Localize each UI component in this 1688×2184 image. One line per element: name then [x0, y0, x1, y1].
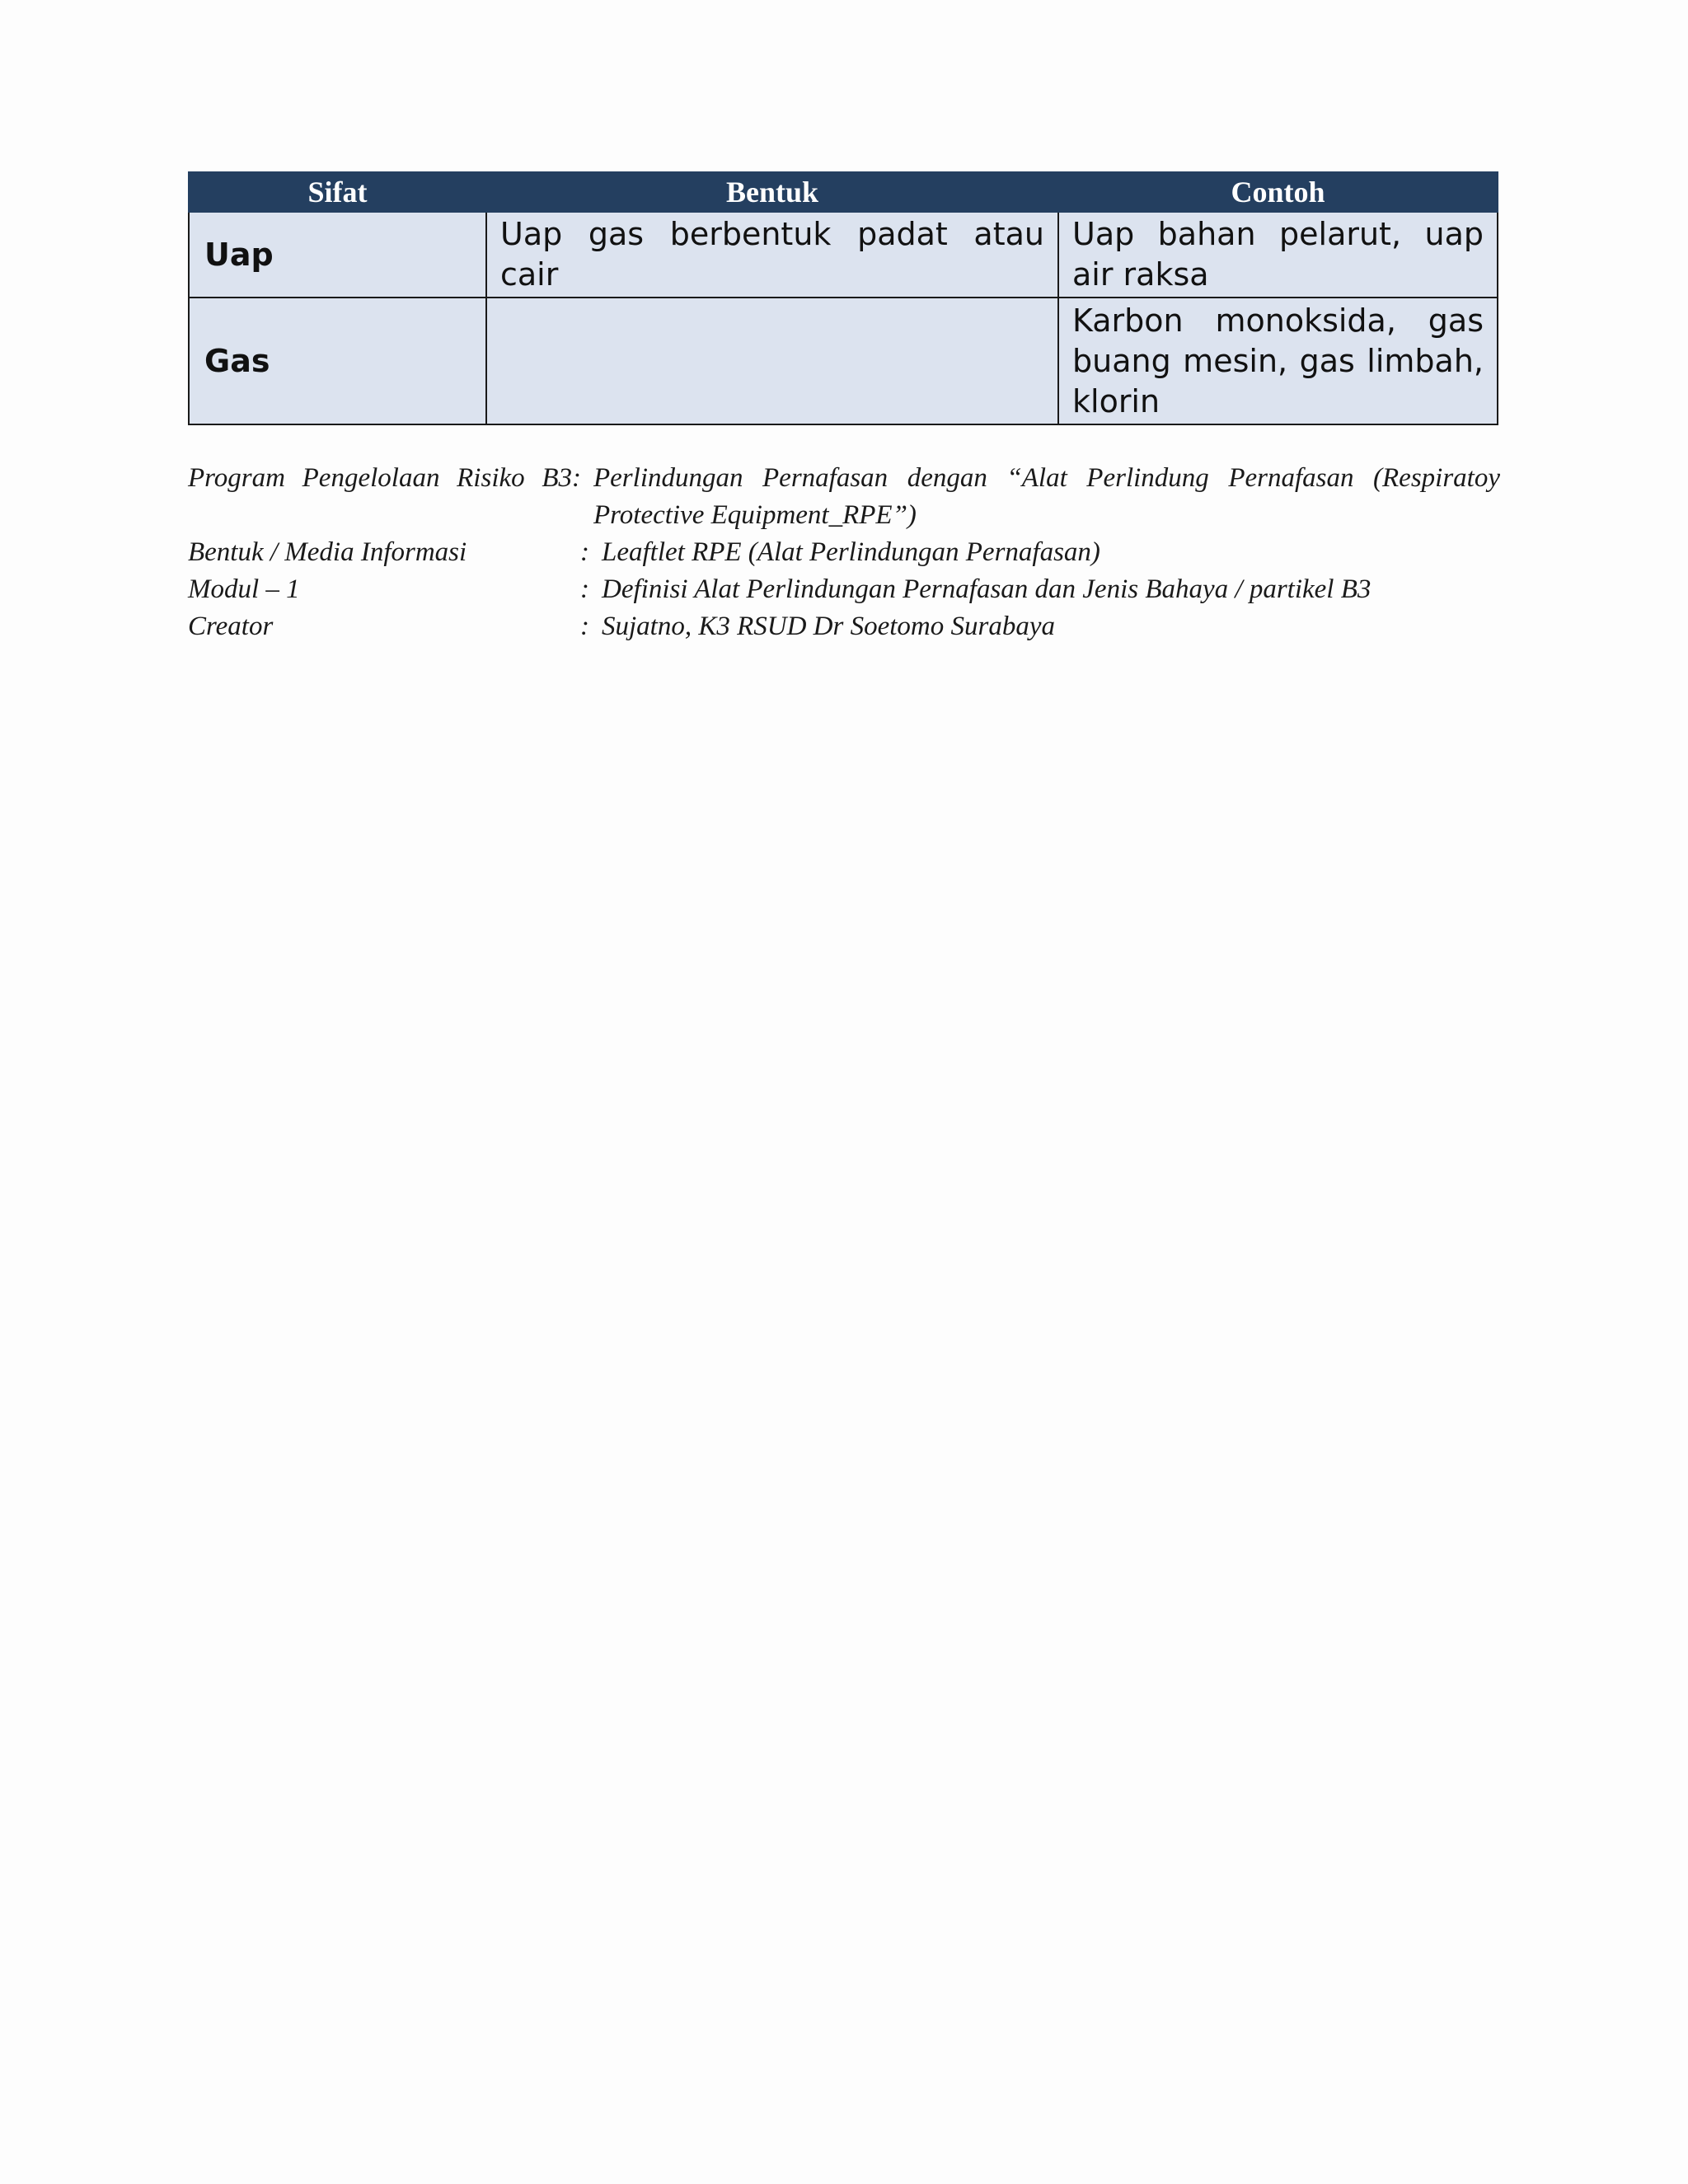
- cell-bentuk: [486, 298, 1058, 424]
- meta-program-row: [188, 460, 1500, 534]
- meta-modul-label: Modul – 1: [188, 574, 300, 604]
- cell-contoh: Karbon monoksida, gas buang mesin, gas limbah, klorin: [1058, 298, 1498, 424]
- header-contoh: Contoh: [1058, 172, 1498, 212]
- meta-creator-value: Sujatno, K3 RSUD Dr Soetomo Surabaya: [602, 612, 1055, 641]
- table-header-row: [189, 172, 1498, 212]
- meta-modul-value: Definisi Alat Perlindungan Pernafasan dan Jenis Bahaya / partikel B3: [602, 574, 1372, 604]
- cell-bentuk: Uap gas berbentuk padat atau cair: [486, 212, 1058, 298]
- meta-colon: :: [580, 574, 589, 604]
- meta-program-value: Perlindungan Pernafasan dengan “Alat Perlindung Pernafasan (Respiratoy Protective Equipment_RPE”): [593, 463, 1500, 530]
- meta-colon: :: [572, 463, 581, 493]
- header-bentuk: Bentuk: [486, 172, 1058, 212]
- document-metadata: [188, 460, 1500, 645]
- cell-sifat: Gas: [189, 298, 486, 424]
- header-sifat: Sifat: [189, 172, 486, 212]
- meta-creator-label: Creator: [188, 612, 274, 641]
- hazard-table: [188, 171, 1498, 425]
- meta-colon: :: [580, 612, 589, 641]
- meta-media-row: [188, 534, 1500, 571]
- table-row: [189, 298, 1498, 424]
- meta-creator-row: [188, 608, 1500, 645]
- cell-sifat: Uap: [189, 212, 486, 298]
- cell-contoh: Uap bahan pelarut, uap air raksa: [1058, 212, 1498, 298]
- table-row: [189, 212, 1498, 298]
- meta-modul-row: [188, 571, 1500, 608]
- meta-program-label: Program Pengelolaan Risiko B3: [188, 463, 572, 493]
- meta-media-label: Bentuk / Media Informasi: [188, 537, 467, 567]
- meta-colon: :: [580, 537, 589, 567]
- meta-media-value: Leaftlet RPE (Alat Perlindungan Pernafasan): [602, 537, 1100, 567]
